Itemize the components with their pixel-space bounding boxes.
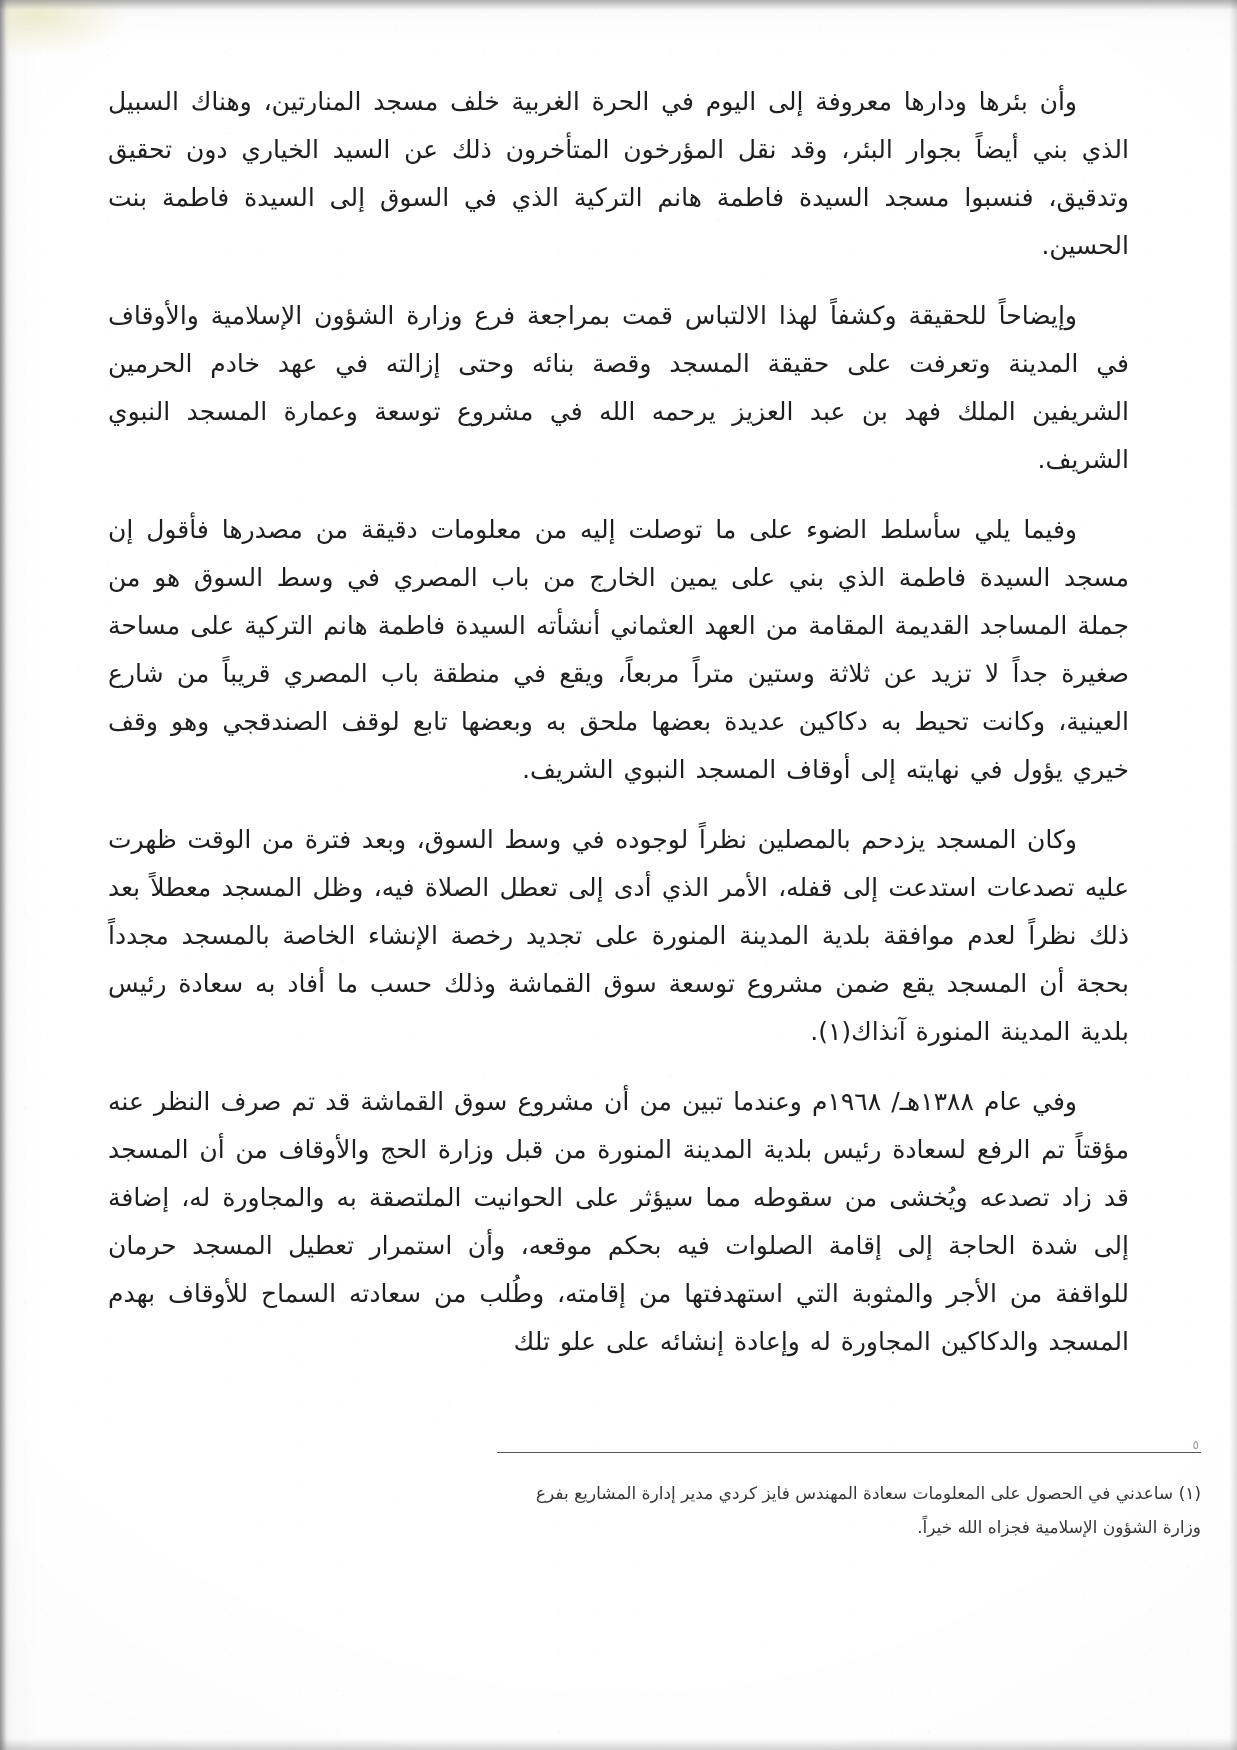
footnote-text <box>36 1467 1201 1545</box>
scan-artifact-blotch <box>6 0 126 56</box>
paragraph-2: وإيضاحاً للحقيقة وكشفاً لهذا الالتباس قمت بمراجعة فرع وزارة الشؤون الإسلامية والأوقاف في المدينة وتعرفت على حقيقة المسجد وقصة بنائه وحتى إزالته في عهد خادم الحرمين الشريفين الملك فهد بن عبد العزيز يرحمه الله في مشروع توسعة وعمارة المسجد النبوي الشريف. <box>108 301 1129 474</box>
footnote-line-2: وزارة الشؤون الإسلامية فجزاه الله خيراً. <box>917 1518 1201 1538</box>
scan-edge-bottom <box>0 1738 1237 1750</box>
footnote-area <box>36 1438 1201 1545</box>
footnote-line-1: (١) ساعدني في الحصول على المعلومات سعادة المهندس فايز كردي مدير إدارة المشاريع بفرع <box>535 1484 1201 1504</box>
footnote-edge-mark: ٥ <box>1192 1438 1199 1452</box>
scan-edge-left <box>0 0 10 1750</box>
footnote-separator-rule <box>497 1452 1201 1453</box>
paragraph-1: وأن بئرها ودارها معروفة إلى اليوم في الحرة الغربية خلف مسجد المنارتين، وهناك السبيل الذي بني أيضاً بجوار البئر، وقد نقل المؤرخون المتأخرون ذلك عن السيد الخياري دون تحقيق وتدقيق، فنسبوا مسجد السيدة فاطمة هانم التركية الذي في السوق إلى السيدة فاطمة بنت الحسين. <box>108 87 1129 260</box>
scan-edge-top <box>0 0 1237 10</box>
paragraph-5: وفي عام ١٣٨٨هـ/ ١٩٦٨م وعندما تبين من أن مشروع سوق القماشة قد تم صرف النظر عنه مؤقتاً تم الرفع لسعادة رئيس بلدية المدينة المنورة من قبل وزارة الحج والأوقاف من أن المسجد قد زاد تصدعه ويُخشى من سقوطه مما سيؤثر على الحوانيت الملتصقة به والمجاورة له، إضافة إلى شدة الحاجة إلى إقامة الصلوات فيه بحكم موقعه، وأن استمرار تعطيل المسجد حرمان للواقفة من الأجر والمثوبة التي استهدفتها من إقامته، وطُلب من سعادته السماح للأوقاف بهدم المسجد والدكاكين المجاورة له وإعادة إنشائه على علو تلك <box>108 1087 1129 1356</box>
paragraph-3: وفيما يلي سأسلط الضوء على ما توصلت إليه من معلومات دقيقة من مصدرها فأقول إن مسجد السيدة فاطمة الذي بني على يمين الخارج من باب المصري في وسط السوق هو من جملة المساجد القديمة المقامة من العهد العثماني أنشأته السيدة فاطمة هانم التركية على مساحة صغيرة جداً لا تزيد عن ثلاثة وستين متراً مربعاً، ويقع في منطقة باب المصري قريباً من شارع العينية، وكانت تحيط به دكاكين عديدة بعضها ملحق به وبعضها تابع لوقف الصندقجي وهو وقف خيري يؤول في نهايته إلى أوقاف المسجد النبوي الشريف. <box>108 515 1129 784</box>
page-body-text <box>108 78 1129 1366</box>
scan-edge-right <box>1229 0 1237 1750</box>
paragraph-4: وكان المسجد يزدحم بالمصلين نظراً لوجوده في وسط السوق، وبعد فترة من الوقت ظهرت عليه تصدعات استدعت إلى قفله، الأمر الذي أدى إلى تعطل الصلاة فيه، وظل المسجد معطلاً بعد ذلك نظراً لعدم موافقة بلدية المدينة المنورة على تجديد رخصة الإنشاء الخاصة بالمسجد مجدداً بحجة أن المسجد يقع ضمن مشروع توسعة سوق القماشة وذلك حسب ما أفاد به سعادة رئيس بلدية المدينة المنورة آنذاك(١). <box>108 825 1129 1046</box>
